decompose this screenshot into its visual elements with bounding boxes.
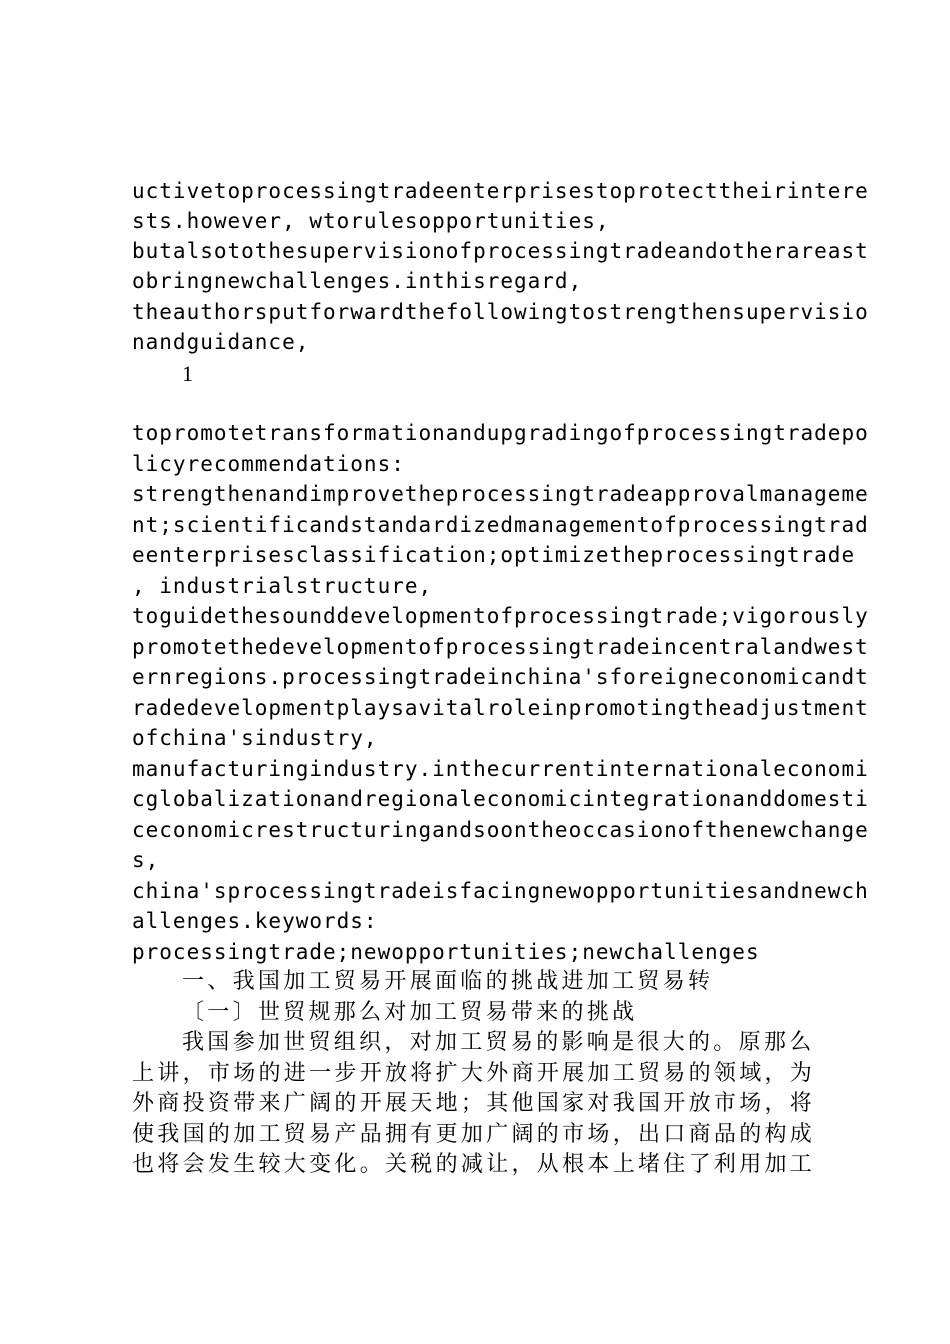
abstract-line: promotethedevelopmentofprocessingtradeincentralandwest [132,635,869,659]
body-line: 外商投资带来广阔的开展天地；其他国家对我国开放市场，将 [132,1091,816,1116]
abstract-line: licyrecommendations: [132,452,405,476]
abstract-line: eenterprisesclassification;optimizetheprocessingtrade [132,543,856,567]
abstract-line: china'sprocessingtradeisfacingnewopportunitiesandnewch [132,879,869,903]
abstract-line: theauthorsputforwardthefollowingtostrengthensupervisio [132,300,869,324]
body-line: 上讲，市场的进一步开放将扩大外商开展加工贸易的领域，为 [132,1061,816,1086]
abstract-line: ernregions.processingtradeinchina'sforeigneconomicandt [132,665,869,689]
body-line: 也将会发生较大变化。关税的减让，从根本上堵住了利用加工 [132,1152,816,1177]
abstract-line: radedevelopmentplaysavitalroleinpromotingtheadjustment [132,696,869,720]
abstract-line: nt;scientificandstandardizedmanagementofprocessingtrad [132,513,869,537]
abstract-line: , industrialstructure, [132,574,433,598]
abstract-line: nandguidance, [132,330,310,354]
abstract-line: allenges.keywords: [132,909,378,933]
abstract-line: cglobalizationandregionaleconomicintegrationanddomesti [132,787,869,811]
body-line: 使我国的加工贸易产品拥有更加广阔的市场，出口商品的构成 [132,1122,816,1147]
abstract-line: butalsotothesupervisionofprocessingtradeandotherareast [132,239,869,263]
abstract-line: sts.however, wtorulesopportunities, [132,209,610,233]
abstract-line: toguidethesounddevelopmentofprocessingtrade;vigorously [132,604,869,628]
abstract-line: processingtrade;newopportunities;newchallenges [132,940,760,964]
abstract-line: topromotetransformationandupgradingofprocessingtradepo [132,421,869,445]
abstract-line: ofchina'sindustry, [132,726,378,750]
section-heading: 一、我国加工贸易开展面临的挑战进加工贸易转 [182,969,714,994]
abstract-line: obringnewchallenges.inthisregard, [132,269,583,293]
abstract-line: ceconomicrestructuringandsoontheoccasionofthenewchange [132,818,869,842]
subsection-heading: 〔一〕世贸规那么对加工贸易带来的挑战 [182,1000,638,1025]
abstract-line: uctivetoprocessingtradeenterprisestoprotecttheirintere [132,179,869,203]
abstract-line: s, [132,848,160,872]
body-line: 我国参加世贸组织，对加工贸易的影响是很大的。原那么 [182,1030,815,1055]
abstract-line: strengthenandimprovetheprocessingtradeapprovalmanageme [132,482,869,506]
abstract-line: manufacturingindustry.inthecurrentinternationaleconomi [132,757,869,781]
page-number: 1 [182,361,193,386]
